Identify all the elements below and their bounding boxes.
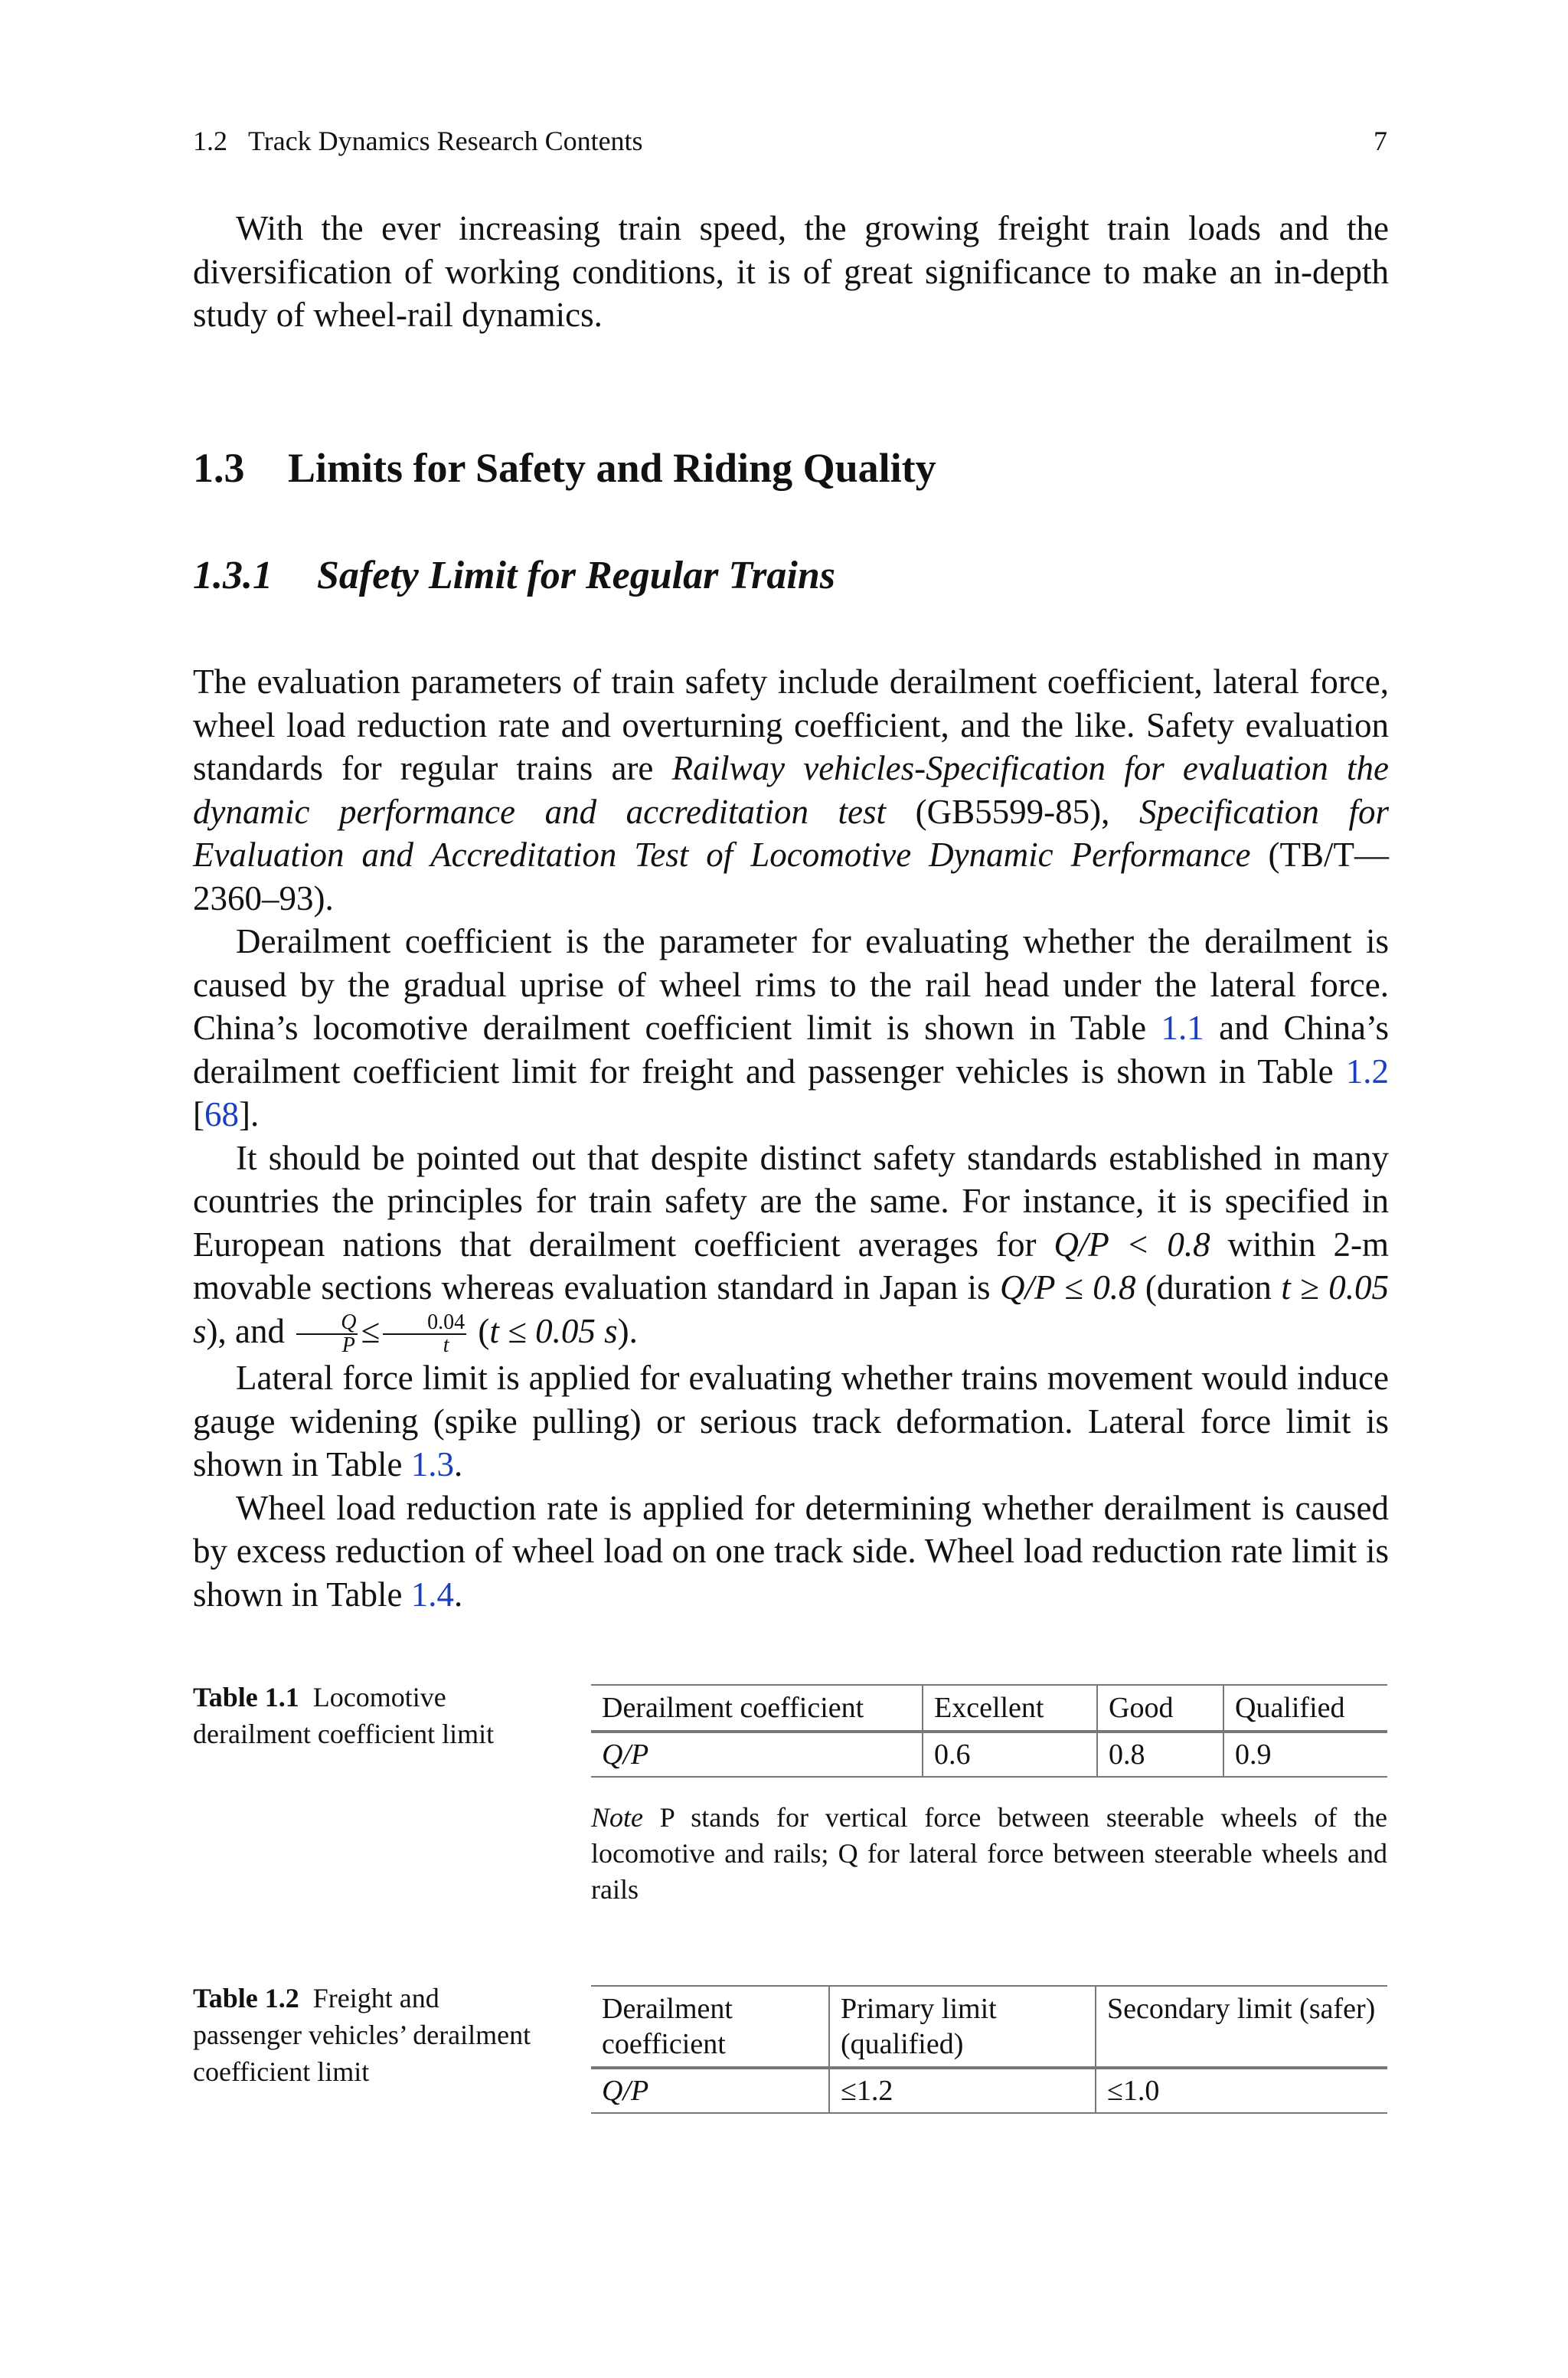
table-cell: Q/P [591, 2068, 829, 2113]
body-text [193, 660, 1389, 1616]
running-head [193, 125, 1387, 157]
table-header-row [591, 1685, 1387, 1732]
section-heading [193, 444, 936, 492]
table-header-cell: Derailment coefficient [591, 1986, 829, 2068]
subsection-number: 1.3.1 [193, 554, 273, 597]
table-cell: 0.6 [923, 1732, 1097, 1777]
note-label: Note [591, 1802, 643, 1833]
intro-paragraph: With the ever increasing train speed, the growing freight train loads and the diversification of working conditions, it is of great significance to make an in-depth study of wheel-rail dynamics. [193, 209, 1389, 334]
table-cell: ≤1.2 [829, 2068, 1096, 2113]
note-text: P stands for vertical force between steerable wheels of the locomotive and rails; Q for lateral force between steerable wheels and rails [591, 1802, 1387, 1905]
table-1-2-caption-text: Freight and passenger vehicles’ derailment coefficient limit [193, 1983, 531, 2087]
fraction-q-over-p: $\frac{Q}{P}$ [296, 1312, 358, 1356]
table-header-cell: Derailment coefficient [591, 1685, 923, 1732]
paragraph-2: Derailment coefficient is the parameter for evaluating whether the derailment is caused by the gradual uprise of wheel rims to the rail head under the lateral force. China’s locomotive derailment coefficient limit is shown in Table 1.1 and China’s derailment coefficient limit for freight and passenger vehicles is shown in Table 1.2 [68]. [193, 922, 1389, 1133]
subsection-title: Safety Limit for Regular Trains [317, 554, 835, 597]
table-header-cell: Good [1097, 1685, 1223, 1732]
table-1-1-caption [193, 1679, 537, 1752]
table-header-cell: Qualified [1223, 1685, 1387, 1732]
table-header-cell: Secondary limit (safer) [1096, 1986, 1387, 2068]
math-t-ge: t ≥ 0.05 s [193, 1268, 1390, 1350]
standard-title-1: Railway vehicles-Specification for evaluation the dynamic performance and accreditation test [193, 749, 1389, 831]
math-t-le: t ≤ 0.05 s [489, 1311, 618, 1350]
running-head-title: Track Dynamics Research Contents [248, 126, 643, 156]
table-header-cell: Excellent [923, 1685, 1097, 1732]
table-cell: Q/P [591, 1732, 923, 1777]
section-number: 1.3 [193, 445, 245, 491]
table-1-1-note [591, 1800, 1387, 1908]
paragraph-1: The evaluation parameters of train safety include derailment coefficient, lateral force, wheel load reduction rate and overturning coefficient, and the like. Safety evaluation standards for regular trains are Railway vehicles-Specification for evaluation the dynamic performance and accreditation test (GB5599-85), Specification for Evaluation and Accreditation Test of Locomotive Dynamic Performance (TB/T—2360–93). [193, 662, 1390, 918]
table-ref-1-2[interactable]: 1.2 [1345, 1052, 1389, 1091]
fraction-004-over-t: $\frac{0.04}{t}$ [383, 1312, 466, 1356]
table-header-row [591, 1986, 1387, 2068]
table-row [591, 2068, 1387, 2113]
page-number: 7 [1374, 126, 1387, 156]
math-qp-lt: Q/P < 0.8 [1054, 1225, 1210, 1264]
table-ref-1-1[interactable]: 1.1 [1161, 1009, 1204, 1047]
table-row [591, 1732, 1387, 1777]
math-qp-le: Q/P ≤ 0.8 [1000, 1268, 1136, 1307]
table-1-1 [591, 1684, 1387, 1778]
running-head-section: 1.2 [193, 126, 227, 156]
table-1-2-label: Table 1.2 [193, 1983, 299, 2013]
citation-68[interactable]: 68 [204, 1095, 239, 1133]
table-1-1-caption-text: Locomotive derailment coefficient limit [193, 1682, 495, 1749]
table-cell: ≤1.0 [1096, 2068, 1387, 2113]
paragraph-4: Lateral force limit is applied for evaluating whether trains movement would induce gauge widening (spike pulling) or serious track deformation. Lateral force limit is shown in Table 1.3. [193, 1359, 1389, 1484]
intro-block [193, 207, 1389, 337]
table-header-cell: Primary limit (qualified) [829, 1986, 1096, 2068]
table-ref-1-3[interactable]: 1.3 [410, 1445, 454, 1484]
table-ref-1-4[interactable]: 1.4 [410, 1575, 454, 1614]
table-cell: 0.9 [1223, 1732, 1387, 1777]
paragraph-5: Wheel load reduction rate is applied for determining whether derailment is caused by excess reduction of wheel load on one track side. Wheel load reduction rate limit is shown in Table 1.4. [193, 1488, 1389, 1614]
standard-title-2: Specification for Evaluation and Accreditation Test of Locomotive Dynamic Performance [193, 792, 1390, 874]
section-title: Limits for Safety and Riding Quality [288, 445, 936, 491]
table-1-2 [591, 1985, 1387, 2114]
subsection-heading [193, 553, 835, 598]
table-1-2-caption [193, 1980, 537, 2090]
table-1-1-label: Table 1.1 [193, 1682, 299, 1712]
paragraph-3: It should be pointed out that despite distinct safety standards established in many countries the principles for train safety are the same. For instance, it is specified in European nations that derailment coefficient averages for Q/P < 0.8 within 2-m movable sections whereas evaluation standard in Japan is Q/P ≤ 0.8 (duration t ≥ 0.05 s), and $\frac{Q}{P}$ ≤ $\frac{0.04}{t}$ (t ≤ 0.05 s). [193, 1138, 1390, 1358]
table-cell: 0.8 [1097, 1732, 1223, 1777]
